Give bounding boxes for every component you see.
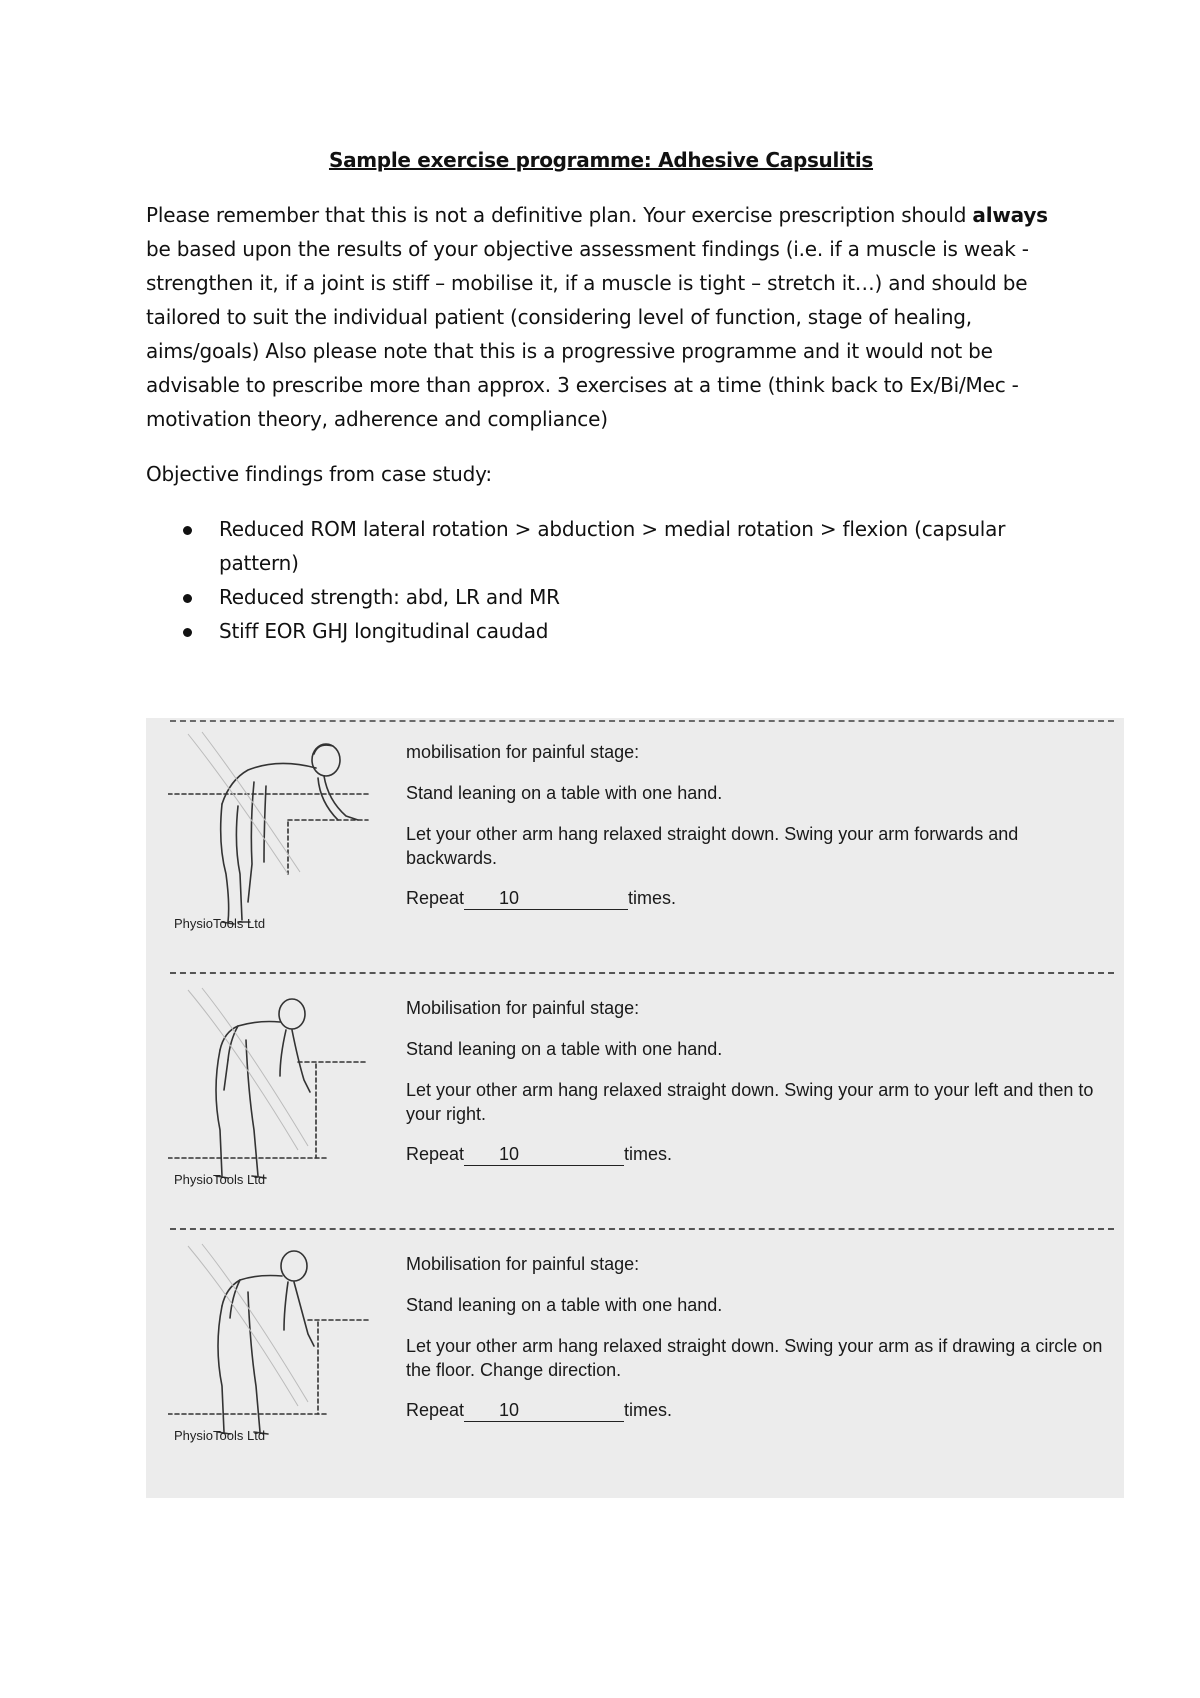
findings-heading: Objective findings from case study: (146, 462, 492, 486)
repeat-blank (554, 888, 628, 910)
repeat-blank (554, 1400, 624, 1422)
repeat-line (406, 1400, 1106, 1422)
repeat-count (464, 1144, 554, 1166)
repeat-count-value: 10 (499, 1144, 520, 1164)
bullet-icon (183, 594, 192, 603)
exercise-step-2: Let your other arm hang relaxed straight down. Swing your arm to your left and then to your right. (406, 1080, 1094, 1124)
exercise-step-1: Stand leaning on a table with one hand. (406, 783, 723, 803)
exercise-title: mobilisation for painful stage: (406, 742, 640, 762)
bullet-icon (183, 628, 192, 637)
repeat-label: Repeat (406, 1144, 465, 1164)
exercise-card (146, 974, 1124, 1228)
list-item (146, 512, 1056, 580)
leaning-figure-illustration (168, 1236, 378, 1446)
exercise-instructions (406, 742, 1106, 910)
exercise-sheet-scan (146, 718, 1124, 1498)
repeat-line (406, 1144, 1106, 1166)
brand-label: PhysioTools Ltd (174, 916, 266, 931)
repeat-blank (554, 1144, 624, 1166)
repeat-count (464, 888, 554, 910)
exercise-title: Mobilisation for painful stage: (406, 998, 640, 1018)
exercise-step-1: Stand leaning on a table with one hand. (406, 1295, 723, 1315)
list-item (146, 614, 1056, 648)
list-item (146, 580, 1056, 614)
brand-label: PhysioTools Ltd (174, 1172, 266, 1187)
finding-text: Reduced strength: abd, LR and MR (219, 585, 560, 609)
repeat-label: Repeat (406, 888, 465, 908)
exercise-step-1: Stand leaning on a table with one hand. (406, 1039, 723, 1059)
finding-text: Stiff EOR GHJ longitudinal caudad (219, 619, 549, 643)
exercise-step-2: Let your other arm hang relaxed straight down. Swing your arm as if drawing a circle on the floor. Change direction. (406, 1336, 1103, 1380)
exercise-card (146, 718, 1124, 972)
exercise-title: Mobilisation for painful stage: (406, 1254, 640, 1274)
finding-text: Reduced ROM lateral rotation > abduction > medial rotation > flexion (capsular pattern) (219, 517, 1006, 575)
leaning-figure-illustration (168, 724, 378, 934)
repeat-count-value: 10 (499, 888, 520, 908)
repeat-label: Repeat (406, 1400, 465, 1420)
exercise-step-2: Let your other arm hang relaxed straight down. Swing your arm forwards and backwards. (406, 824, 1019, 868)
repeat-count (464, 1400, 554, 1422)
findings-list (146, 512, 1056, 648)
repeat-suffix: times. (628, 888, 677, 908)
repeat-suffix: times. (624, 1400, 673, 1420)
brand-label: PhysioTools Ltd (174, 1428, 266, 1443)
exercise-instructions (406, 998, 1106, 1166)
repeat-suffix: times. (624, 1144, 673, 1164)
intro-text-a: Please remember that this is not a definitive plan. Your exercise prescription should (146, 203, 973, 227)
bullet-icon (183, 526, 192, 535)
leaning-figure-illustration (168, 980, 378, 1190)
repeat-line (406, 888, 1106, 910)
intro-paragraph (146, 198, 1056, 436)
repeat-count-value: 10 (499, 1400, 520, 1420)
intro-text-emphasis: always (972, 203, 1048, 227)
page-title: Sample exercise programme: Adhesive Capsulitis (328, 148, 874, 172)
intro-text-c: be based upon the results of your objective assessment findings (i.e. if a muscle is weak - strengthen it, if a joint is stiff – mobilise it, if a muscle is tight – stretch it…) and should be tailored to suit the individual patient (considering level of function, stage of healing, aims/goals) Also please note that this is a progressive programme and it would not be advisable to prescribe more than approx. 3 exercises at a time (think back to Ex/Bi/Mec - motivation theory, adherence and compliance) (146, 237, 1029, 431)
exercise-card (146, 1230, 1124, 1484)
exercise-instructions (406, 1254, 1106, 1422)
